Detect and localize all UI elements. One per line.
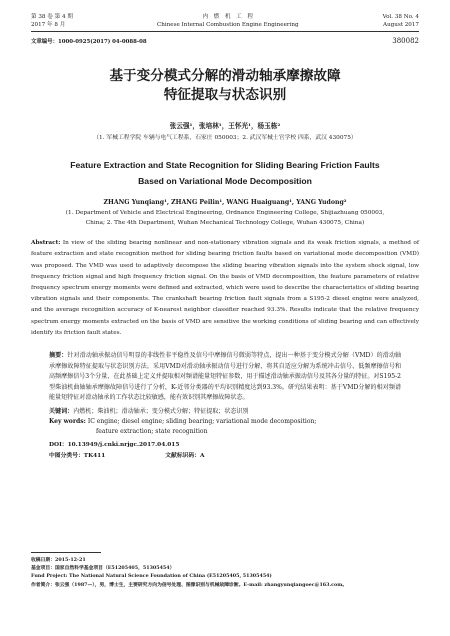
title-en-line-2: Based on Variational Mode Decomposition bbox=[138, 176, 312, 186]
keywords-cn-label: 关键词： bbox=[49, 407, 74, 415]
classification-spacer bbox=[105, 450, 165, 459]
footnote-fund-cn: 基金项目：国家自然科学基金项目（E51205405，51305454） bbox=[31, 565, 175, 572]
article-number: 380082 bbox=[392, 37, 419, 45]
article-id-row bbox=[31, 37, 419, 45]
header-volume-en: Vol. 38 No. 4 bbox=[382, 14, 419, 20]
header-center bbox=[157, 14, 299, 29]
article-id: 文章编号：1000-0925(2017) 04-0088-08 bbox=[31, 39, 147, 45]
footnote-rule bbox=[31, 552, 101, 553]
affiliation-en bbox=[31, 209, 419, 228]
doi-text: DOI：10.13949/j.cnki.nrjgc.2017.04.015 bbox=[49, 441, 180, 448]
clc-number: 中图分类号：TK411 bbox=[49, 452, 106, 459]
keywords-en-line-1: IC engine; diesel engine; sliding bearing; variational mode decomposition; bbox=[85, 417, 317, 425]
title-en-line-1: Feature Extraction and State Recognition for Sliding Bearing Friction Faults bbox=[70, 160, 380, 170]
journal-name-cn: 内 燃 机 工 程 bbox=[202, 14, 253, 20]
title-cn-line-1: 基于变分模式分解的滑动轴承摩擦故障 bbox=[109, 68, 341, 84]
keywords-cn bbox=[31, 406, 419, 415]
footnote-author-info: 作者简介：张云强（1987—），男，博士生，主要研究方向为信号处理、图像识别与机械故障诊断。E-mail: zhangyunqiangoec@163.com。 bbox=[31, 581, 348, 588]
running-header bbox=[31, 14, 419, 29]
header-date-en: August 2017 bbox=[383, 21, 419, 28]
abstract-cn bbox=[31, 351, 419, 404]
abstract-en bbox=[31, 238, 419, 339]
header-rule bbox=[31, 31, 419, 32]
affiliation-cn: （1. 军械工程学院 车辆与电气工程系，石家庄 050003；2. 武汉军械士官学校 四系，武汉 430075） bbox=[93, 135, 357, 141]
footnote-fund-en: Fund Project: The National Natural Science Foundation of China (E51205405, 51305454) bbox=[31, 573, 272, 580]
authors-en: ZHANG Yunqiang¹, ZHANG Peilin¹, WANG Huaiguang¹, YANG Yudong² bbox=[103, 199, 347, 206]
abstract-en-text: In view of the sliding bearing nonlinear and non-stationary vibration signals and its weak friction signals, a method of feature extraction and state recognition method for sliding bearing friction faults based on variational mode decomposition (VMD) was proposed. The VMD was used to adaptively decompose the sliding bearing vibration signals into the system shock signal, low frequency friction signal and high frequency friction signal. On the basis of VMD decomposition, the feature parameters of relative frequency spectrum energy moments were defined and extracted, which were used to describe the characteristics of sliding bearing vibration signals and their components. The crankshaft bearing friction fault signals from a S195-2 diesel engine were analyzed, and the average recognition accuracy of K-nearest neighbor classifier reached 93.3%. Results indicate that the relative frequency spectrum energy moments extracted on the basis of VMD are sensitive the working conditions of sliding bearing and can effectively identify its friction fault states. bbox=[31, 240, 419, 336]
footnote-received: 收稿日期：2015-12-21 bbox=[31, 557, 86, 563]
journal-name-en: Chinese Internal Combustion Engine Engineering bbox=[156, 21, 299, 28]
header-right bbox=[383, 14, 419, 29]
header-volume-issue: 第 38 卷 第 4 期 bbox=[31, 14, 73, 20]
authors-cn: 张云强¹，张培林¹，王怀光¹，杨玉栋² bbox=[169, 122, 281, 130]
footnotes bbox=[31, 552, 419, 589]
title-en bbox=[31, 157, 419, 189]
affiliation-en-line-2: China; 2. The 4th Department, Wuhan Mechanical Technology College, Wuhan 430075, China) bbox=[85, 219, 365, 226]
doi bbox=[31, 439, 419, 448]
abstract-cn-text: 针对滑动轴承振动信号明显的非线性非平稳性及信号中摩擦信号微弱等特点，提出一种基于变分模式分解（VMD）的滑动轴承摩擦故障特征提取与状态识别方法。采用VMD对滑动轴承振动信号进行分解，将其自适应分解为系统冲击信号、低频摩擦信号和高频摩擦信号3个分量，在此基础上定义并提取相对频谱能量矩特征参数，用于描述滑动轴承振动信号及其各分量的特征。对S195-2型柴油机曲轴轴承摩擦故障信号进行了分析，K-近邻分类器的平均识别精度达到93.3%。研究结果表明：基于VMD分解的相对频谱能量矩特征对滑动轴承的工作状态比较敏感，能有效识别其摩擦故障状态。 bbox=[49, 352, 401, 402]
keywords-cn-text: 内燃机；柴油机；滑动轴承；变分模式分解；特征提取；状态识别 bbox=[73, 407, 249, 415]
keywords-en bbox=[31, 417, 419, 437]
document-code: 文献标识码：A bbox=[165, 452, 205, 459]
title-cn-line-2: 特征提取与状态识别 bbox=[163, 86, 287, 103]
affiliation-en-line-1: (1. Department of Vehicle and Electrical Engineering, Ordnance Engineering College, Shijiazhuang 050003, bbox=[65, 210, 385, 216]
classification-row bbox=[31, 450, 419, 459]
abstract-cn-label: 摘要： bbox=[49, 352, 68, 360]
keywords-en-label: Key words: bbox=[49, 417, 86, 425]
abstract-en-label: Abstract: bbox=[31, 240, 61, 247]
title-cn bbox=[31, 67, 419, 104]
header-left bbox=[31, 14, 73, 29]
keywords-en-line-2: feature extraction; state recognition bbox=[96, 427, 208, 435]
header-date-cn: 2017 年 8 月 bbox=[31, 21, 66, 28]
